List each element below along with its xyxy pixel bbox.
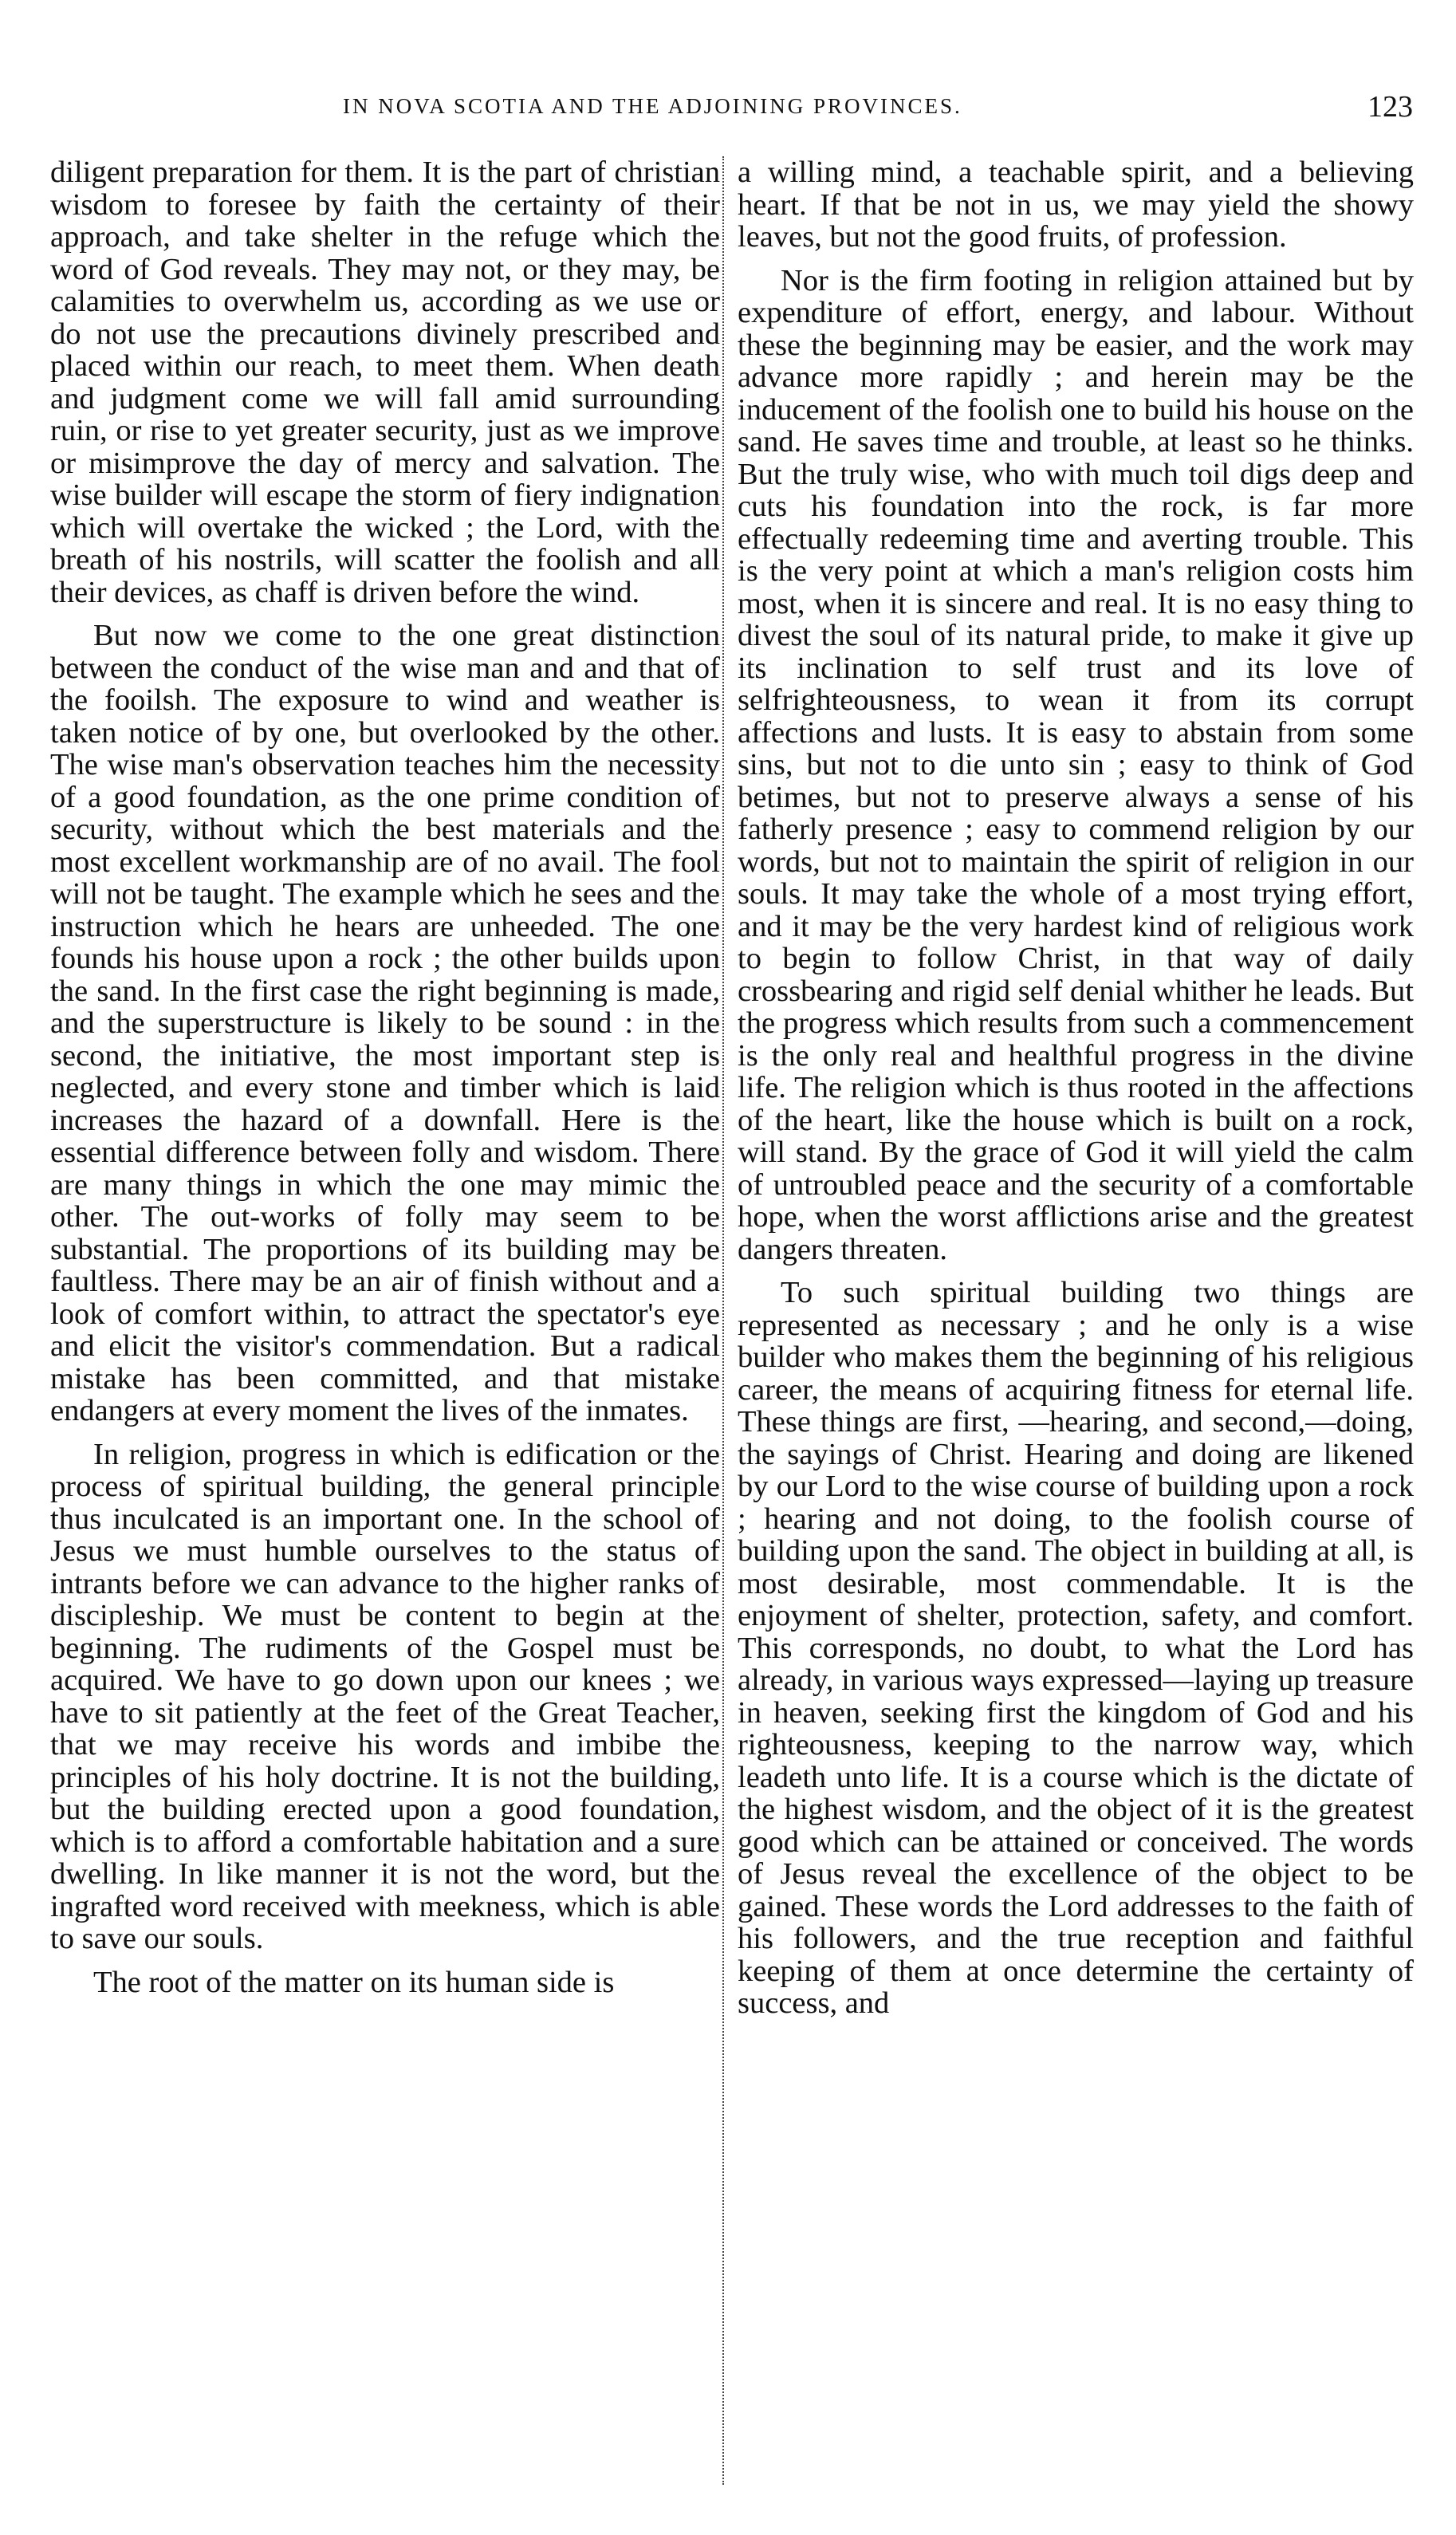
running-title: IN NOVA SCOTIA AND THE ADJOINING PROVINCES. [343, 94, 962, 118]
column-divider [722, 156, 724, 2485]
paragraph: In religion, progress in which is edification or the process of spiritual building, the general principle thus inculcated is an important one. In the school of Jesus we must humble ourselves to the status of intrants before we can advance to the higher ranks of discipleship. We must be content to begin at the beginning. The rudiments of the Gospel must be acquired. We have to go down upon our knees ; we have to sit patiently at the feet of the Great Teacher, that we may receive his words and imbibe the principles of his holy doctrine. It is not the building, but the building erected upon a good foundation, which is to afford a comfortable habitation and a sure dwelling. In like manner it is not the word, but the ingrafted word received with meekness, which is able to save our souls. [50, 1437, 720, 1955]
paragraph: diligent preparation for them. It is the part of christian wisdom to foresee by faith the certainty of their approach, and take shelter in the refuge which the word of God reveals. They may not, or they may, be calamities to overwhelm us, according as we use or do not use the precautions divinely prescribed and placed within our reach, to meet them. When death and judgment come we will fall amid surrounding ruin, or rise to yet greater security, just as we improve or misimprove the day of mercy and salvation. The wise builder will escape the storm of fiery indignation which will overtake the wicked ; the Lord, with the breath of his nostrils, will scatter the foolish and all their devices, as chaff is driven before the wind. [50, 155, 720, 609]
page-number: 123 [1367, 90, 1413, 124]
paragraph: The root of the matter on its human side is [93, 1965, 615, 1999]
left-column [50, 156, 720, 2009]
paragraph: a willing mind, a teachable spirit, and a believing heart. If that be not in us, we may yield the showy leaves, but not the good fruits, of profession. [738, 155, 1414, 254]
paragraph: Nor is the firm footing in religion attained but by expenditure of effort, energy, and labour. Without these the beginning may be easier, and the work may advance more rapidly ; and herein may be the inducement of the foolish one to build his house on the sand. He saves time and trouble, at least so he thinks. But the truly wise, who with much toil digs deep and cuts his foundation into the rock, is far more effectually redeeming time and averting trouble. This is the very point at which a man's religion costs him most, when it is sincere and real. It is no easy thing to divest the soul of its natural pride, to make it give up its inclination to self trust and its love of selfrighteousness, to wean it from its corrupt affections and lusts. It is easy to abstain from some sins, but not to die unto sin ; easy to think of God betimes, but not to preserve always a sense of his fatherly presence ; easy to commend religion by our words, but not to maintain the spirit of religion in our souls. It may take the whole of a most trying effort, and it may be the very hardest kind of religious work to begin to follow Christ, in that way of daily crossbearing and rigid self denial whither he leads. But the progress which results from such a commencement is the only real and healthful progress in the divine life. The religion which is thus rooted in the affections of the heart, like the house which is built on a rock, will stand. By the grace of God it will yield the calm of untroubled peace and the security of a comfortable hope, when the worst afflictions arise and the greatest dangers threaten. [738, 263, 1414, 1266]
paragraph: To such spiritual building two things are represented as necessary ; and he only is a wise builder who makes them the beginning of his religious career, the means of acquiring fitness for eternal life. These things are first, —hearing, and second,—doing, the sayings of Christ. Hearing and doing are likened by our Lord to the wise course of building upon a rock ; hearing and not doing, to the foolish course of building upon the sand. The object in building at all, is most desirable, most commendable. It is the enjoyment of shelter, protection, safety, and comfort. This corresponds, no doubt, to what the Lord has already, in various ways expressed—laying up treasure in heaven, seeking first the kingdom of God and his righteousness, keeping to the narrow way, which leadeth unto life. It is a course which is the dictate of the highest wisdom, and the object of it is the greatest good which can be attained or conceived. The words of Jesus reveal the excellence of the object to be gained. These words the Lord addresses to the faith of his followers, and the true reception and faithful keeping of them at once determine the certainty of success, and [738, 1276, 1414, 2020]
running-head [56, 90, 1416, 134]
paragraph: But now we come to the one great distinction between the conduct of the wise man and and that of the fooilsh. The exposure to wind and weather is taken notice of by one, but overlooked by the other. The wise man's observation teaches him the necessity of a good foundation, as the one prime condition of security, without which the best materials and the most excellent workmanship are of no avail. The fool will not be taught. The example which he sees and the instruction which he hears are unheeded. The one founds his house upon a rock ; the other builds upon the sand. In the first case the right beginning is made, and the superstructure is likely to be sound : in the second, the initiative, the most important step is neglected, and every stone and timber which is laid increases the hazard of a downfall. Here is the essential difference between folly and wisdom. There are many things in which the one may mimic the other. The out-works of folly may seem to be substantial. The proportions of its building may be faultless. There may be an air of finish without and a look of comfort within, to attract the spectator's eye and elicit the visitor's commendation. But a radical mistake has been committed, and that mistake endangers at every moment the lives of the inmates. [50, 619, 720, 1427]
right-column [738, 156, 1414, 2031]
